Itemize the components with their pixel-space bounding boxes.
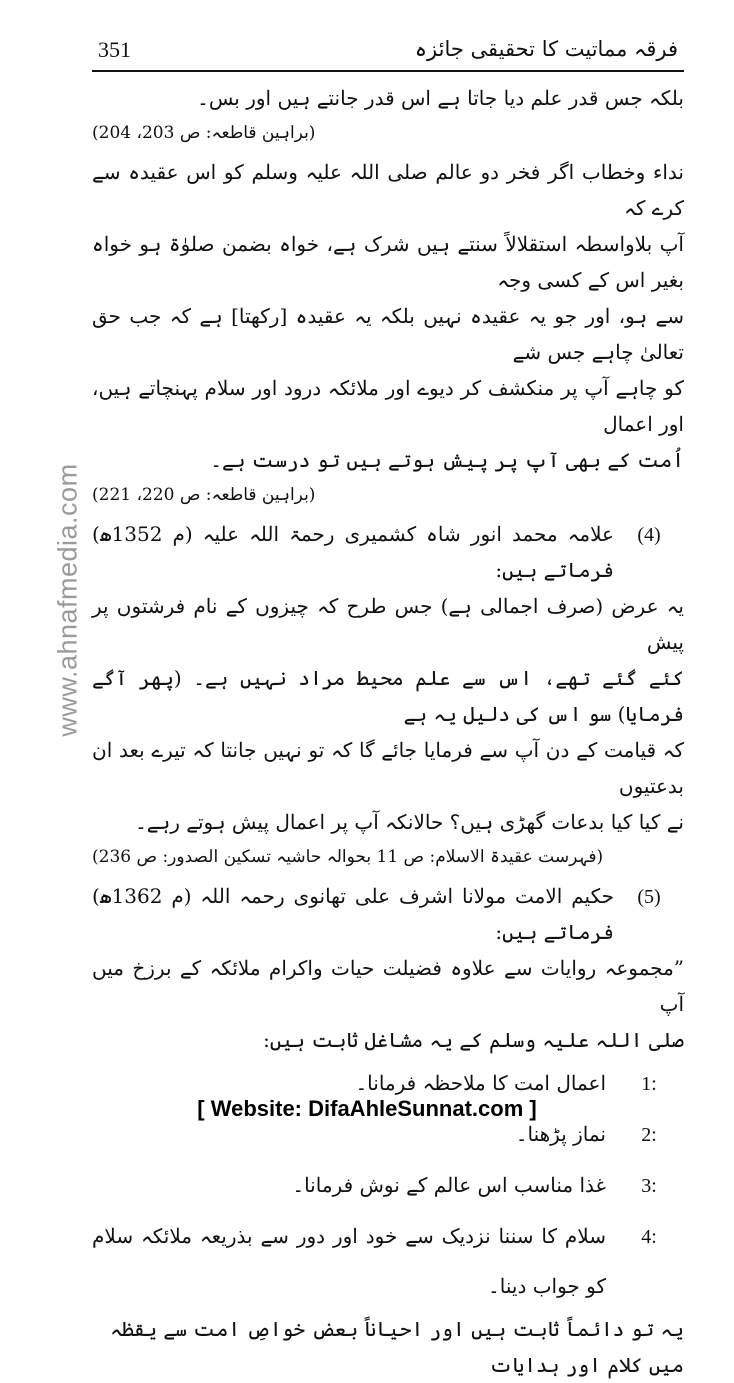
paragraph-line: سے ہو، اور جو یہ عقیدہ نہیں بلکہ یہ عقیدہ [رکھتا] ہے کہ جب حق تعالیٰ چاہے جس شے: [92, 304, 684, 364]
paragraph-line: ”مجموعہ روایات سے علاوہ فضیلت حیات واکرام ملائکہ کے برزخ میں آپ: [92, 956, 685, 1016]
item-text: حکیم الامت مولانا اشرف علی تھانوی رحمہ اللہ (م 1362ھ) فرماتے ہیں:: [92, 884, 614, 944]
paragraph-line: نداء وخطاب اگر فخر دو عالم صلی اللہ علیہ وسلم کو اس عقیدہ سے کرے کہ: [92, 160, 684, 220]
watermark: [48, 400, 88, 800]
paragraph-line: کئے گئے تھے، اس سے علم محیط مراد نہیں ہے۔ (پھر آگے فرمایا) سو اس کی دلیل یہ ہے: [92, 666, 684, 726]
list-number: 4:: [641, 1226, 657, 1248]
list-text: نماز پڑھنا۔: [515, 1122, 606, 1146]
page-header: [92, 35, 684, 69]
list-number: 2:: [641, 1124, 657, 1146]
intro-line: بلکہ جس قدر علم دیا جاتا ہے اس قدر جانتے ہیں اور بس۔: [197, 86, 684, 110]
reference-text: (براہین قاطعہ: ص 220، 221): [92, 485, 316, 505]
reference-text: (براہین قاطعہ: ص 203، 204): [92, 123, 316, 143]
list-text: اعمال امت کا ملاحظہ فرمانا۔: [355, 1071, 606, 1095]
paragraph-line: آپ بلاواسطہ استقلالاً سنتے ہیں شرک ہے، خواہ بضمن صلوٰۃ ہو خواہ بغیر اس کے کسی وجہ: [92, 232, 684, 292]
watermark-text: www.ahnafmedia.com: [52, 463, 83, 737]
item-number: (5): [637, 886, 661, 908]
list-number: 3:: [641, 1175, 657, 1197]
numbered-heading: [92, 516, 684, 588]
page-number: 351: [98, 37, 131, 62]
reference-citation: [92, 480, 684, 510]
list-item: [92, 1211, 684, 1311]
paragraph-line: نے کیا کیا بدعات گھڑی ہیں؟ حالانکہ آپ پر اعمال پیش ہوتے رہے۔: [135, 810, 684, 834]
item-number: (4): [637, 524, 661, 546]
header-divider: [92, 70, 684, 72]
closing-line: یہ تو دائماً ثابت ہیں اور احیاناً بعض خواصِ امت سے یقظہ میں کلام اور ہدایات: [110, 1317, 684, 1377]
list-item: [92, 1160, 684, 1211]
list-text: غذا مناسب اس عالم کے نوش فرمانا۔: [292, 1173, 606, 1197]
paragraph-line: یہ عرض (صرف اجمالی ہے) جس طرح کہ چیزوں کے نام فرشتوں پر پیش: [92, 594, 684, 654]
paragraph-line: کہ قیامت کے دن آپ سے فرمایا جائے گا کہ تو نہیں جانتا کہ تیرے بعد ان بدعتیوں: [92, 738, 684, 798]
paragraph-line: اُمت کے بھی آپ پر پیش ہوتے ہیں تو درست ہے۔: [210, 448, 684, 472]
list-text: سلام کا سننا نزدیک سے خود اور دور سے بذریعہ ملائکہ سلام کو جواب دینا۔: [92, 1224, 607, 1298]
page-body: [92, 80, 684, 1383]
reference-citation: [92, 842, 684, 872]
numbered-heading: [92, 878, 684, 950]
reference-text: (فہرست عقیدۃ الاسلام: ص 11 بحوالہ حاشیہ تسکین الصدور: ص 236): [92, 847, 604, 867]
website-footer: [ Website: DifaAhleSunnat.com ]: [197, 1096, 537, 1121]
item-text: علامہ محمد انور شاہ کشمیری رحمۃ اللہ علیہ (م 1352ھ) فرماتے ہیں:: [92, 522, 614, 582]
paragraph-line: کو چاہے آپ پر منکشف کر دیوے اور ملائکہ درود اور سلام پہنچاتے ہیں، اور اعمال: [92, 376, 684, 436]
paragraph-line: صلی اللہ علیہ وسلم کے یہ مشاغل ثابت ہیں:: [263, 1028, 684, 1052]
book-title: فرقہ مماتیت کا تحقیقی جائزہ: [414, 37, 678, 61]
reference-citation: [92, 118, 684, 148]
list-number: 1:: [641, 1073, 657, 1095]
